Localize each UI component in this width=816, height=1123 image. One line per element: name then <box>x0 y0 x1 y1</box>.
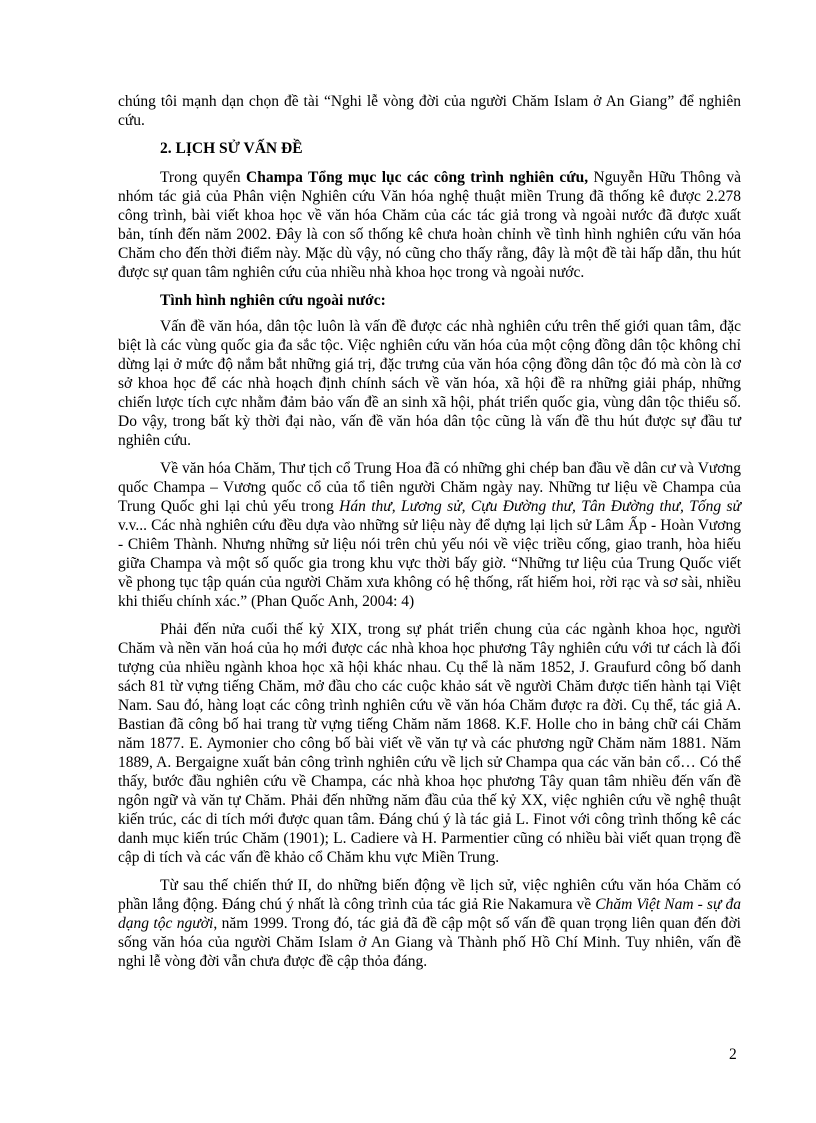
book-title: Champa Tổng mục lục các công trình nghiên cứu, <box>246 169 589 186</box>
paragraph-champa-catalog <box>118 168 741 282</box>
text-segment: v.v... Các nhà nghiên cứu đều dựa vào những sử liệu này để dựng lại lịch sử Lâm Ấp - Hoàn Vương - Chiêm Thành. Nhưng những sử liệu nói trên chủ yếu nói về việc triều cống, giao tranh, hòa hiếu giữa Champa và một số quốc gia trong khu vực thời bấy giờ. “Những tư liệu của Trung Quốc viết về phong tục tập quán của người Chăm xưa không có hệ thống, rất hiếm hoi, rời rạc và sơ sài, nhiều khi thiếu chính xác.” (Phan Quốc Anh, 2004: 4) <box>118 517 741 610</box>
paragraph-intro-continuation: chúng tôi mạnh dạn chọn đề tài “Nghi lễ vòng đời của người Chăm Islam ở An Giang” để nghiên cứu. <box>118 93 741 129</box>
italic-title: Chăm Việt Nam - sự đa dạng tộc người <box>118 896 741 932</box>
page-body <box>118 92 741 980</box>
paragraph-culture-research: Vấn đề văn hóa, dân tộc luôn là vấn đề được các nhà nghiên cứu trên thế giới quan tâm, đặc biệt là các vùng quốc gia đa sắc tộc. Việc nghiên cứu văn hóa của một cộng đồng dân tộc không chỉ dừng lại ở mức độ nắm bắt những giá trị, đặc trưng của văn hóa cộng đồng dân tộc đó mà còn là cơ sở khoa học để các nhà hoạch định chính sách về văn hóa, xã hội đề ra những giải pháp, những chiến lược tích cực nhằm đảm bảo vấn đề an sinh xã hội, phát triển quốc gia, vùng dân tộc thiểu số. Do vậy, trong bất kỳ thời đại nào, vấn đề văn hóa dân tộc cũng là vấn đề thu hút được sự đầu tư nghiên cứu. <box>118 318 741 449</box>
subsection-heading: Tình hình nghiên cứu ngoài nước: <box>160 292 386 309</box>
paragraph-western-research: Phải đến nửa cuối thế kỷ XIX, trong sự phát triển chung của các ngành khoa học, người Chăm và nền văn hoá của họ mới được các nhà khoa học phương Tây nghiên cứu với tư cách là đối tượng của nhiều ngành khoa học xã hội khác nhau. Cụ thể là năm 1852, J. Graufurd công bố danh sách 81 từ vựng tiếng Chăm, mở đầu cho các cuộc khảo sát về người Chăm được tiến hành tại Việt Nam. Sau đó, hàng loạt các công trình nghiên cứu về văn hóa Chăm được ra đời. Cụ thể, tác giả A. Bastian đã công bố hai trang từ vựng tiếng Chăm năm 1868. K.F. Holle cho in bảng chữ cái Chăm năm 1877. E. Aymonier cho công bố bài viết về văn tự và các phương ngữ Chăm năm 1881. Năm 1889, A. Bergaigne xuất bản công trình nghiên cứu về lịch sử Champa qua các văn bản cổ… Có thể thấy, bước đầu nghiên cứu về Champa, các nhà khoa học phương Tây quan tâm nhiều đến vấn đề ngôn ngữ và văn tự Chăm. Phải đến những năm đầu của thế kỷ XX, việc nghiên cứu về nghệ thuật kiến trúc, các di tích mới được quan tâm. Đáng chú ý là tác giả L. Finot với công trình thống kê các danh mục kiến trúc Chăm (1901); L. Cadiere và H. Parmentier cũng có nhiều bài viết quan trọng đề cập di tích và các vấn đề khảo cổ Chăm khu vực Miền Trung. <box>118 621 741 866</box>
text-segment: Từ sau thế chiến thứ II, do những biến động về lịch sử, việc nghiên cứu văn hóa Chăm có phần lắng động. Đáng chú ý nhất là công trình của tác giả Rie Nakamura về <box>118 877 741 913</box>
section-heading: 2. LỊCH SỬ VẤN ĐỀ <box>160 140 303 157</box>
text-segment: Về văn hóa Chăm, Thư tịch cổ Trung Hoa đã có những ghi chép ban đầu về dân cư và Vương quốc Champa – Vương quốc cổ của tổ tiên người Chăm ngày nay. Những tư liệu về Champa của Trung Quốc ghi lại chủ yếu trong <box>118 460 741 515</box>
paragraph-post-war <box>118 876 741 971</box>
paragraph-chinese-records <box>118 459 741 611</box>
text-segment: , năm 1999. Trong đó, tác giả đã đề cập một số vấn đề quan trọng liên quan đến đời sống văn hóa của người Chăm Islam ở An Giang và Thành phố Hồ Chí Minh. Tuy nhiên, vấn đề nghi lễ vòng đời vẫn chưa được đề cập thỏa đáng. <box>118 915 741 970</box>
text-segment: Trong quyển <box>160 169 247 186</box>
text-segment: Nguyễn Hữu Thông và nhóm tác giả của Phân viện Nghiên cứu Văn hóa nghệ thuật miền Trung đã thống kê được 2.278 công trình, bài viết khoa học về văn hóa Chăm của các tác giả trong và ngoài nước đã được xuất bản, tính đến năm 2002. Đây là con số thống kê chưa hoàn chỉnh về tình hình nghiên cứu văn hóa Chăm cho đến thời điểm này. Mặc dù vậy, nó cũng cho thấy rằng, đây là một đề tài hấp dẫn, thu hút được sự quan tâm nghiên cứu của nhiều nhà khoa học trong và ngoài nước. <box>118 169 741 281</box>
page-number: 2 <box>729 1046 737 1063</box>
italic-titles: Hán thư, Lương sử, Cựu Đường thư, Tân Đường thư, Tống sử <box>339 498 741 515</box>
